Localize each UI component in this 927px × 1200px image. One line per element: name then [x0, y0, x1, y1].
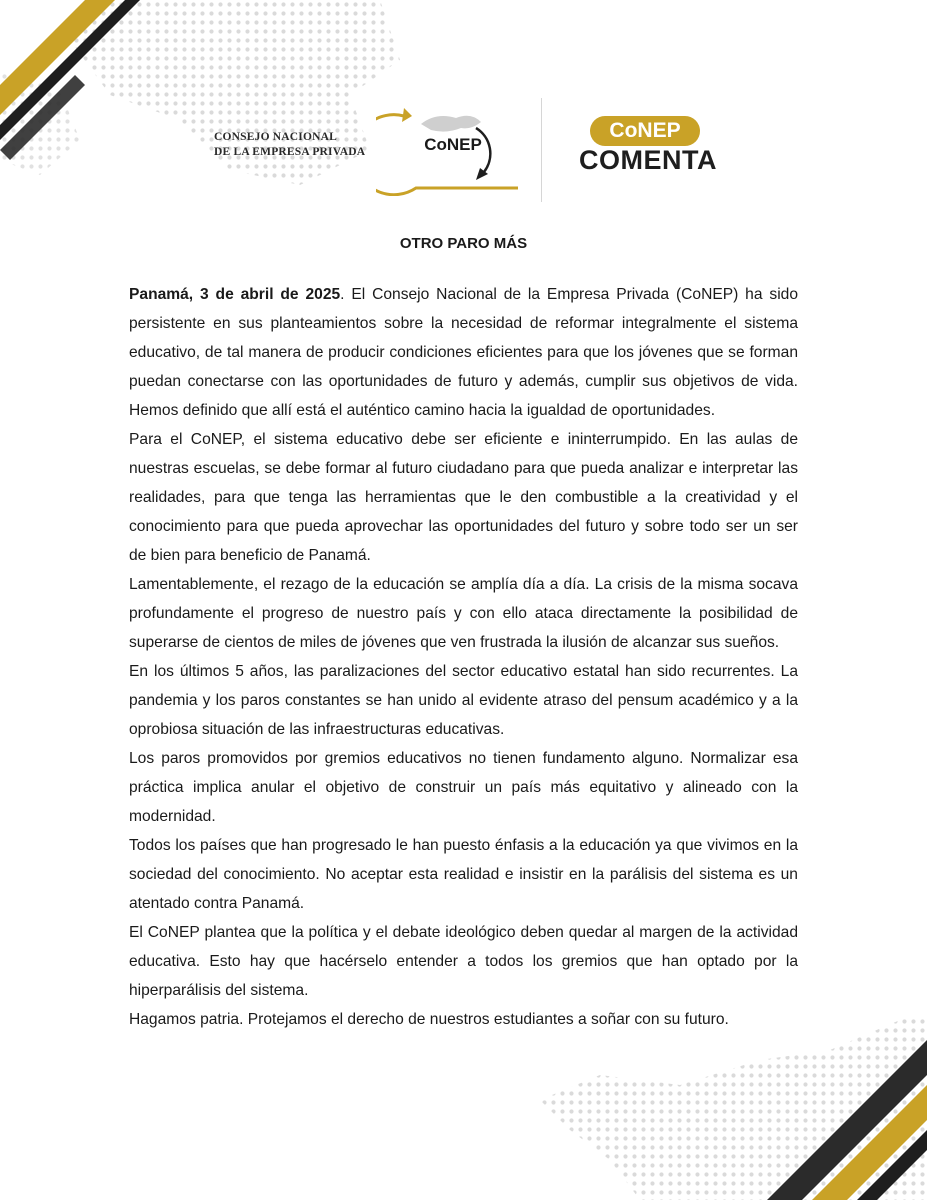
- paragraph-3: Lamentablemente, el rezago de la educación se amplía día a día. La crisis de la misma socava profundamente el progreso de nuestro país y con ello ataca directamente la posibilidad de superarse de cientos de miles de jóvenes que ven frustrada la ilusión de alcanzar sus sueños.: [129, 576, 798, 651]
- paragraph-8: Hagamos patria. Protejamos el derecho de nuestros estudiantes a soñar con su futuro.: [129, 1011, 729, 1028]
- brand-subtitle: COMENTA: [579, 145, 717, 175]
- letterhead: [0, 0, 927, 210]
- header-divider: [541, 98, 542, 202]
- paragraph-5: Los paros promovidos por gremios educativos no tienen fundamento alguno. Normalizar esa práctica implica anular el objetivo de construir un país más equitativo y alineado con la modernidad.: [129, 750, 798, 825]
- document-body: [129, 280, 798, 1034]
- paragraph-1: [129, 280, 798, 425]
- org-name-line1: CONSEJO NACIONAL: [214, 131, 338, 143]
- org-name-line2: DE LA EMPRESA PRIVADA: [214, 146, 366, 158]
- paragraph-1-text: . El Consejo Nacional de la Empresa Privada (CoNEP) ha sido persistente en sus planteamientos sobre la necesidad de reformar integralmente el sistema educativo, de tal manera de producir condiciones eficientes para que los jóvenes que se forman puedan conectarse con las oportunidades de futuro y además, cumplir sus objetivos de vida. Hemos definido que allí está el auténtico camino hacia la igualdad de oportunidades.: [129, 286, 799, 419]
- dateline: Panamá, 3 de abril de 2025: [129, 286, 341, 303]
- emblem-label: CoNEP: [424, 135, 482, 154]
- org-name: [214, 130, 384, 160]
- document-title: OTRO PARO MÁS: [399, 235, 528, 252]
- paragraph-2: Para el CoNEP, el sistema educativo debe ser eficiente e ininterrumpido. En las aulas de nuestras escuelas, se debe formar al futuro ciudadano para que pueda analizar e interpretar las realidades, para que tenga las herramientas que le den combustible a la creatividad y el conocimiento para que pueda aprovechar las oportunidades del futuro y sobre todo ser un ser de bien para beneficio de Panamá.: [129, 431, 798, 564]
- paragraph-7: El CoNEP plantea que la política y el debate ideológico deben quedar al margen de la actividad educativa. Esto hay que hacérselo entender a todos los gremios que han optado por la hiperparálisis del sistema.: [129, 924, 798, 999]
- conep-brand-pill: CoNEP: [590, 116, 700, 146]
- paragraph-4: En los últimos 5 años, las paralizaciones del sector educativo estatal han sido recurrentes. La pandemia y los paros constantes se han unido al evidente atraso del pensum académico y a la oprobiosa situación de las infraestructuras educativas.: [129, 663, 798, 738]
- paragraph-6: Todos los países que han progresado le han puesto énfasis a la educación ya que vivimos en la sociedad del conocimiento. No aceptar esta realidad e insistir en la parálisis del sistema es un atentado contra Panamá.: [129, 837, 798, 912]
